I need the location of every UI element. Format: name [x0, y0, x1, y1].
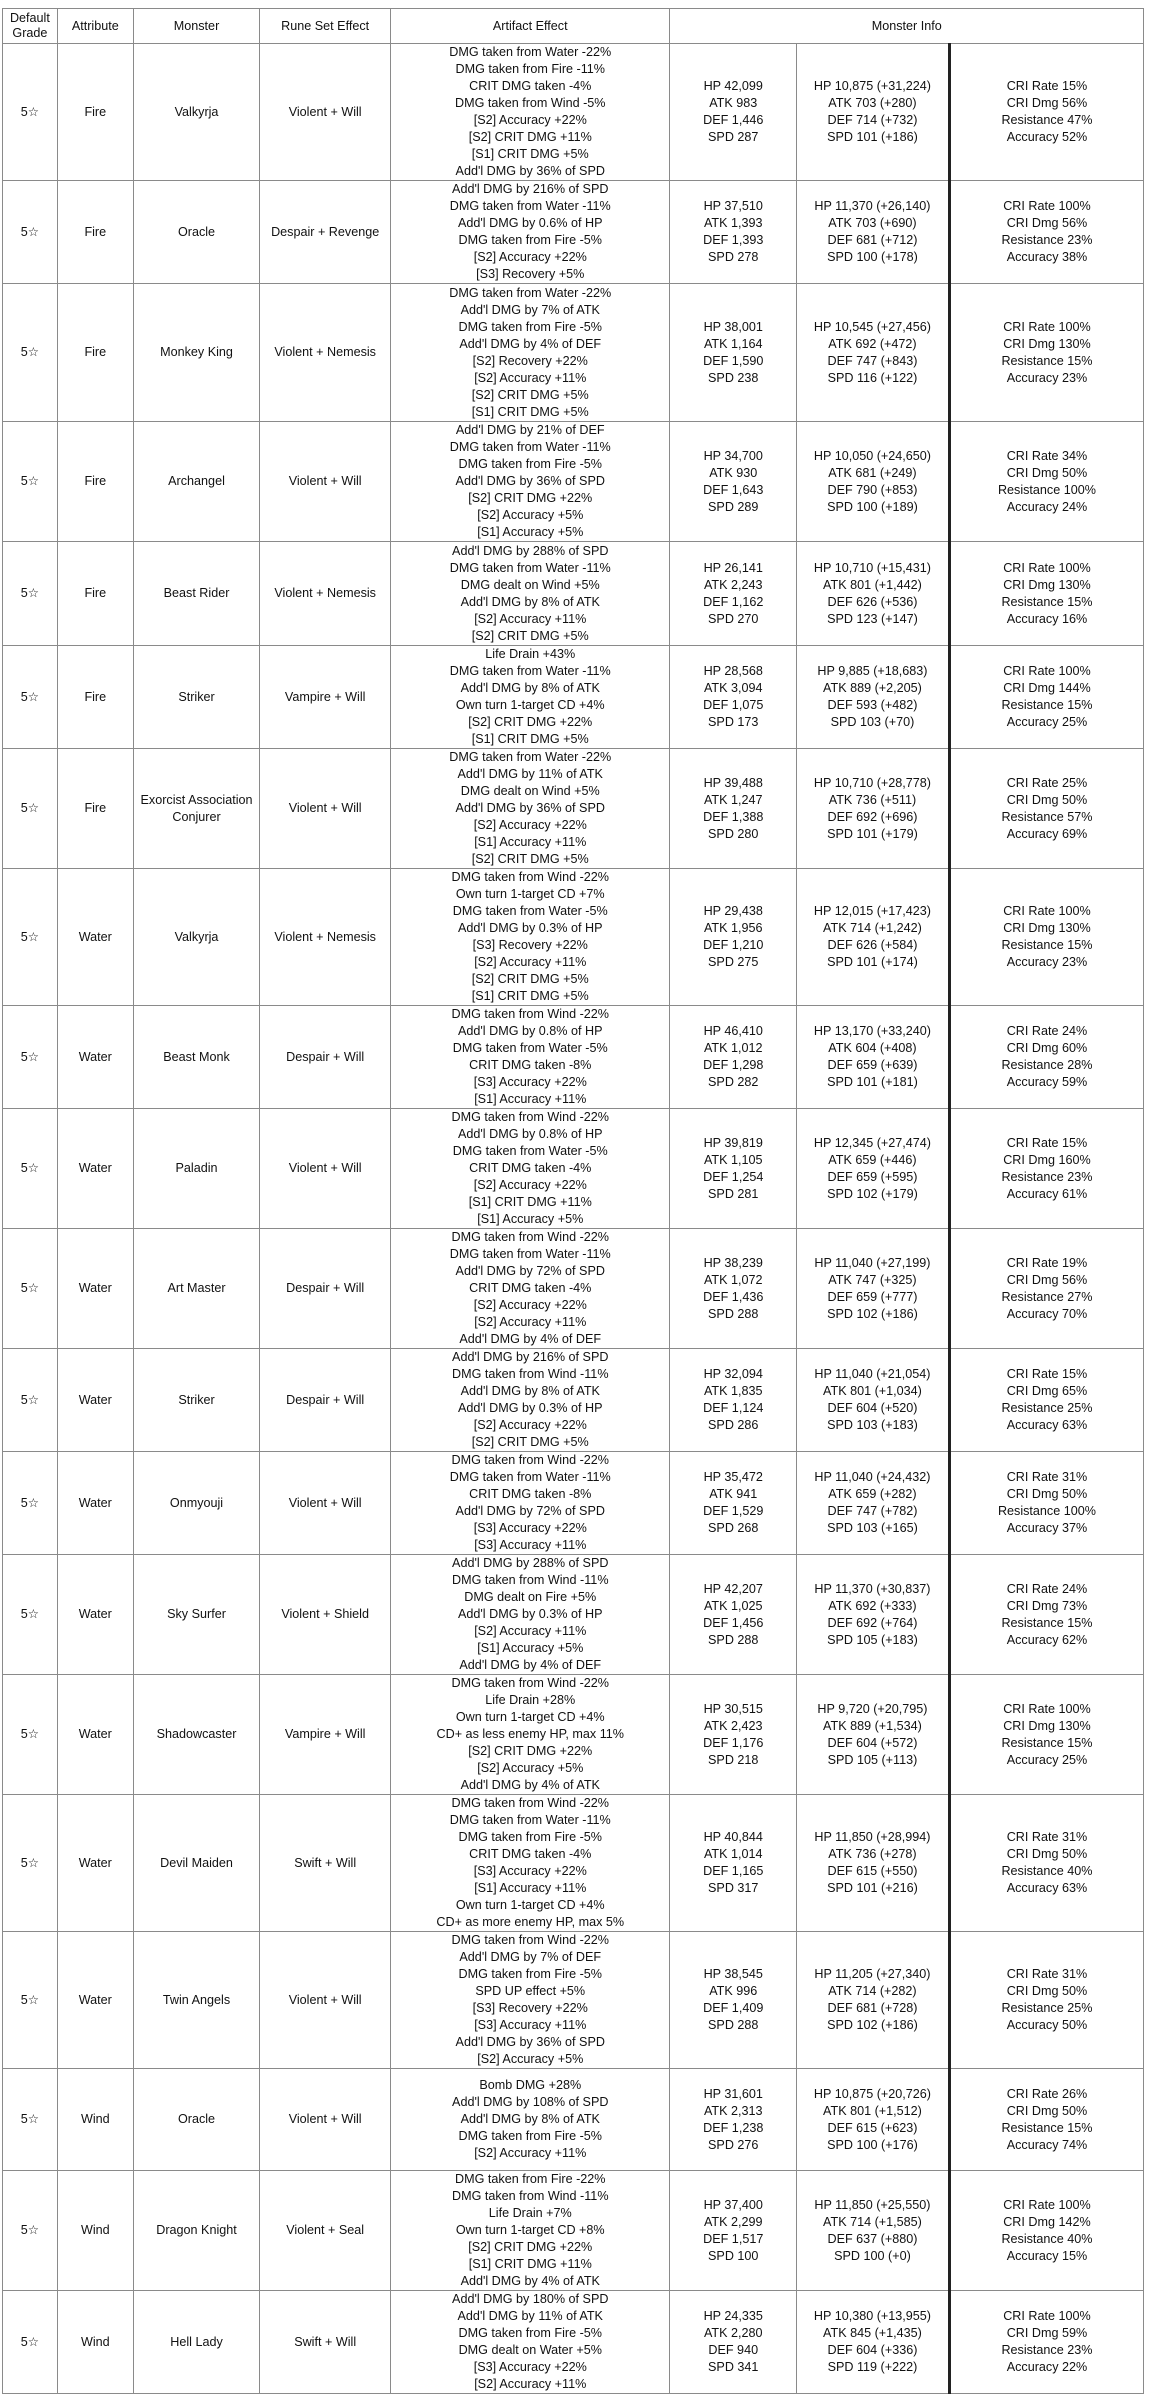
table-row [3, 1932, 1144, 2069]
cell-grade: 5☆ [3, 181, 58, 284]
cell-rune-set: Despair + Will [260, 1349, 391, 1452]
table-row [3, 2171, 1144, 2291]
cell-monster: Sky Surfer [133, 1555, 260, 1675]
cell-grade: 5☆ [3, 44, 58, 181]
cell-substats: CRI Rate 100% CRI Dmg 142% Resistance 40% Accuracy 15% [949, 2171, 1143, 2291]
header-grade: Default Grade [3, 9, 58, 44]
cell-artifact-effect: DMG taken from Wind -22% DMG taken from Water -11% CRIT DMG taken -8% Add'l DMG by 72% of SPD [S3] Accuracy +22% [S3] Accuracy +11% [391, 1452, 670, 1555]
header-row [3, 9, 1144, 44]
table-row [3, 181, 1144, 284]
cell-substats: CRI Rate 100% CRI Dmg 56% Resistance 23% Accuracy 38% [949, 181, 1143, 284]
cell-attribute: Water [57, 1006, 133, 1109]
cell-substats: CRI Rate 15% CRI Dmg 65% Resistance 25% Accuracy 63% [949, 1349, 1143, 1452]
cell-substats: CRI Rate 100% CRI Dmg 130% Resistance 15% Accuracy 23% [949, 284, 1143, 422]
cell-monster: Striker [133, 1349, 260, 1452]
cell-attribute: Fire [57, 422, 133, 542]
cell-rune-set: Swift + Will [260, 1795, 391, 1932]
cell-grade: 5☆ [3, 542, 58, 646]
cell-attribute: Fire [57, 44, 133, 181]
cell-substats: CRI Rate 26% CRI Dmg 50% Resistance 15% Accuracy 74% [949, 2069, 1143, 2171]
cell-rune-set: Violent + Will [260, 1932, 391, 2069]
cell-rune-set: Violent + Will [260, 422, 391, 542]
cell-grade: 5☆ [3, 1006, 58, 1109]
cell-base-stats: HP 46,410 ATK 1,012 DEF 1,298 SPD 282 [670, 1006, 797, 1109]
table-row [3, 1006, 1144, 1109]
cell-artifact-effect: Add'l DMG by 216% of SPD DMG taken from Water -11% Add'l DMG by 0.6% of HP DMG taken from Fire -5% [S2] Accuracy +22% [S3] Recovery +5% [391, 181, 670, 284]
cell-grade: 5☆ [3, 1555, 58, 1675]
cell-substats: CRI Rate 31% CRI Dmg 50% Resistance 25% Accuracy 50% [949, 1932, 1143, 2069]
cell-substats: CRI Rate 100% CRI Dmg 130% Resistance 15% Accuracy 16% [949, 542, 1143, 646]
table-row [3, 422, 1144, 542]
cell-attribute: Wind [57, 2291, 133, 2394]
table-row [3, 1109, 1144, 1229]
cell-base-stats: HP 28,568 ATK 3,094 DEF 1,075 SPD 173 [670, 646, 797, 749]
cell-base-stats: HP 30,515 ATK 2,423 DEF 1,176 SPD 218 [670, 1675, 797, 1795]
cell-rune-set: Violent + Shield [260, 1555, 391, 1675]
cell-total-stats: HP 11,370 (+26,140) ATK 703 (+690) DEF 681 (+712) SPD 100 (+178) [797, 181, 950, 284]
cell-artifact-effect: DMG taken from Water -22% Add'l DMG by 11% of ATK DMG dealt on Wind +5% Add'l DMG by 36% of SPD [S2] Accuracy +22% [S1] Accuracy +11% [S2] CRIT DMG +5% [391, 749, 670, 869]
cell-artifact-effect: Life Drain +43% DMG taken from Water -11% Add'l DMG by 8% of ATK Own turn 1-target CD +4% [S2] CRIT DMG +22% [S1] CRIT DMG +5% [391, 646, 670, 749]
table-row [3, 869, 1144, 1006]
cell-monster: Dragon Knight [133, 2171, 260, 2291]
cell-total-stats: HP 11,040 (+24,432) ATK 659 (+282) DEF 747 (+782) SPD 103 (+165) [797, 1452, 950, 1555]
cell-grade: 5☆ [3, 1229, 58, 1349]
cell-monster: Archangel [133, 422, 260, 542]
cell-attribute: Water [57, 1555, 133, 1675]
cell-rune-set: Despair + Revenge [260, 181, 391, 284]
header-attribute: Attribute [57, 9, 133, 44]
cell-grade: 5☆ [3, 2291, 58, 2394]
table-row [3, 2069, 1144, 2171]
cell-grade: 5☆ [3, 2171, 58, 2291]
cell-monster: Shadowcaster [133, 1675, 260, 1795]
cell-rune-set: Violent + Nemesis [260, 284, 391, 422]
cell-monster: Exorcist Association Conjurer [133, 749, 260, 869]
cell-rune-set: Violent + Will [260, 1109, 391, 1229]
cell-attribute: Water [57, 869, 133, 1006]
table-row [3, 1452, 1144, 1555]
cell-base-stats: HP 39,488 ATK 1,247 DEF 1,388 SPD 280 [670, 749, 797, 869]
cell-monster: Onmyouji [133, 1452, 260, 1555]
cell-substats: CRI Rate 24% CRI Dmg 60% Resistance 28% Accuracy 59% [949, 1006, 1143, 1109]
cell-base-stats: HP 34,700 ATK 930 DEF 1,643 SPD 289 [670, 422, 797, 542]
cell-base-stats: HP 31,601 ATK 2,313 DEF 1,238 SPD 276 [670, 2069, 797, 2171]
cell-total-stats: HP 10,875 (+20,726) ATK 801 (+1,512) DEF 615 (+623) SPD 100 (+176) [797, 2069, 950, 2171]
cell-attribute: Water [57, 1229, 133, 1349]
table-row [3, 1229, 1144, 1349]
cell-attribute: Wind [57, 2069, 133, 2171]
cell-monster: Beast Rider [133, 542, 260, 646]
cell-monster: Valkyrja [133, 44, 260, 181]
table-row [3, 542, 1144, 646]
cell-base-stats: HP 38,545 ATK 996 DEF 1,409 SPD 288 [670, 1932, 797, 2069]
header-rune-set: Rune Set Effect [260, 9, 391, 44]
cell-substats: CRI Rate 31% CRI Dmg 50% Resistance 100% Accuracy 37% [949, 1452, 1143, 1555]
cell-attribute: Water [57, 1452, 133, 1555]
cell-substats: CRI Rate 15% CRI Dmg 56% Resistance 47% Accuracy 52% [949, 44, 1143, 181]
cell-base-stats: HP 29,438 ATK 1,956 DEF 1,210 SPD 275 [670, 869, 797, 1006]
cell-base-stats: HP 35,472 ATK 941 DEF 1,529 SPD 268 [670, 1452, 797, 1555]
header-artifact: Artifact Effect [391, 9, 670, 44]
cell-artifact-effect: DMG taken from Wind -22% Add'l DMG by 7% of DEF DMG taken from Fire -5% SPD UP effect +5% [S3] Recovery +22% [S3] Accuracy +11% Add'l DMG by 36% of SPD [S2] Accuracy +5% [391, 1932, 670, 2069]
cell-substats: CRI Rate 15% CRI Dmg 160% Resistance 23% Accuracy 61% [949, 1109, 1143, 1229]
table-row [3, 284, 1144, 422]
cell-total-stats: HP 10,545 (+27,456) ATK 692 (+472) DEF 747 (+843) SPD 116 (+122) [797, 284, 950, 422]
table-row [3, 1555, 1144, 1675]
cell-grade: 5☆ [3, 2069, 58, 2171]
cell-total-stats: HP 9,885 (+18,683) ATK 889 (+2,205) DEF 593 (+482) SPD 103 (+70) [797, 646, 950, 749]
cell-base-stats: HP 38,001 ATK 1,164 DEF 1,590 SPD 238 [670, 284, 797, 422]
cell-rune-set: Violent + Will [260, 2069, 391, 2171]
cell-monster: Paladin [133, 1109, 260, 1229]
cell-artifact-effect: DMG taken from Water -22% Add'l DMG by 7% of ATK DMG taken from Fire -5% Add'l DMG by 4% of DEF [S2] Recovery +22% [S2] Accuracy +11% [S2] CRIT DMG +5% [S1] CRIT DMG +5% [391, 284, 670, 422]
header-monster-info: Monster Info [670, 9, 1144, 44]
cell-artifact-effect: DMG taken from Wind -22% Add'l DMG by 0.8% of HP DMG taken from Water -5% CRIT DMG taken -4% [S2] Accuracy +22% [S1] CRIT DMG +11% [S1] Accuracy +5% [391, 1109, 670, 1229]
cell-attribute: Fire [57, 749, 133, 869]
cell-attribute: Water [57, 1109, 133, 1229]
cell-rune-set: Vampire + Will [260, 1675, 391, 1795]
cell-artifact-effect: DMG taken from Water -22% DMG taken from Fire -11% CRIT DMG taken -4% DMG taken from Wind -5% [S2] Accuracy +22% [S2] CRIT DMG +11% [S1] CRIT DMG +5% Add'l DMG by 36% of SPD [391, 44, 670, 181]
cell-monster: Twin Angels [133, 1932, 260, 2069]
cell-total-stats: HP 10,710 (+15,431) ATK 801 (+1,442) DEF 626 (+536) SPD 123 (+147) [797, 542, 950, 646]
cell-artifact-effect: Add'l DMG by 288% of SPD DMG taken from Water -11% DMG dealt on Wind +5% Add'l DMG by 8% of ATK [S2] Accuracy +11% [S2] CRIT DMG +5% [391, 542, 670, 646]
cell-monster: Striker [133, 646, 260, 749]
cell-artifact-effect: Add'l DMG by 288% of SPD DMG taken from Wind -11% DMG dealt on Fire +5% Add'l DMG by 0.3% of HP [S2] Accuracy +11% [S1] Accuracy +5% Add'l DMG by 4% of DEF [391, 1555, 670, 1675]
cell-attribute: Water [57, 1675, 133, 1795]
cell-substats: CRI Rate 100% CRI Dmg 130% Resistance 15% Accuracy 25% [949, 1675, 1143, 1795]
cell-attribute: Wind [57, 2171, 133, 2291]
cell-grade: 5☆ [3, 646, 58, 749]
cell-monster: Monkey King [133, 284, 260, 422]
cell-base-stats: HP 42,099 ATK 983 DEF 1,446 SPD 287 [670, 44, 797, 181]
cell-base-stats: HP 39,819 ATK 1,105 DEF 1,254 SPD 281 [670, 1109, 797, 1229]
cell-monster: Valkyrja [133, 869, 260, 1006]
cell-total-stats: HP 12,015 (+17,423) ATK 714 (+1,242) DEF 626 (+584) SPD 101 (+174) [797, 869, 950, 1006]
cell-base-stats: HP 37,510 ATK 1,393 DEF 1,393 SPD 278 [670, 181, 797, 284]
cell-grade: 5☆ [3, 749, 58, 869]
cell-substats: CRI Rate 100% CRI Dmg 130% Resistance 15% Accuracy 23% [949, 869, 1143, 1006]
cell-substats: CRI Rate 100% CRI Dmg 59% Resistance 23% Accuracy 22% [949, 2291, 1143, 2394]
cell-attribute: Fire [57, 284, 133, 422]
cell-base-stats: HP 26,141 ATK 2,243 DEF 1,162 SPD 270 [670, 542, 797, 646]
cell-artifact-effect: DMG taken from Wind -22% Add'l DMG by 0.8% of HP DMG taken from Water -5% CRIT DMG taken -8% [S3] Accuracy +22% [S1] Accuracy +11% [391, 1006, 670, 1109]
cell-base-stats: HP 40,844 ATK 1,014 DEF 1,165 SPD 317 [670, 1795, 797, 1932]
cell-grade: 5☆ [3, 869, 58, 1006]
cell-total-stats: HP 11,205 (+27,340) ATK 714 (+282) DEF 681 (+728) SPD 102 (+186) [797, 1932, 950, 2069]
cell-monster: Oracle [133, 181, 260, 284]
cell-rune-set: Vampire + Will [260, 646, 391, 749]
cell-total-stats: HP 10,380 (+13,955) ATK 845 (+1,435) DEF 604 (+336) SPD 119 (+222) [797, 2291, 950, 2394]
monster-table [2, 8, 1144, 2394]
cell-grade: 5☆ [3, 284, 58, 422]
cell-total-stats: HP 11,040 (+27,199) ATK 747 (+325) DEF 659 (+777) SPD 102 (+186) [797, 1229, 950, 1349]
cell-total-stats: HP 10,050 (+24,650) ATK 681 (+249) DEF 790 (+853) SPD 100 (+189) [797, 422, 950, 542]
cell-rune-set: Violent + Nemesis [260, 869, 391, 1006]
cell-rune-set: Violent + Will [260, 44, 391, 181]
cell-substats: CRI Rate 31% CRI Dmg 50% Resistance 40% Accuracy 63% [949, 1795, 1143, 1932]
cell-artifact-effect: Bomb DMG +28% Add'l DMG by 108% of SPD Add'l DMG by 8% of ATK DMG taken from Fire -5% [S2] Accuracy +11% [391, 2069, 670, 2171]
table-row [3, 1795, 1144, 1932]
cell-artifact-effect: Add'l DMG by 216% of SPD DMG taken from Wind -11% Add'l DMG by 8% of ATK Add'l DMG by 0.3% of HP [S2] Accuracy +22% [S2] CRIT DMG +5% [391, 1349, 670, 1452]
cell-total-stats: HP 11,040 (+21,054) ATK 801 (+1,034) DEF 604 (+520) SPD 103 (+183) [797, 1349, 950, 1452]
cell-artifact-effect: DMG taken from Wind -22% DMG taken from Water -11% Add'l DMG by 72% of SPD CRIT DMG taken -4% [S2] Accuracy +22% [S2] Accuracy +11% Add'l DMG by 4% of DEF [391, 1229, 670, 1349]
cell-substats: CRI Rate 24% CRI Dmg 73% Resistance 15% Accuracy 62% [949, 1555, 1143, 1675]
cell-total-stats: HP 13,170 (+33,240) ATK 604 (+408) DEF 659 (+639) SPD 101 (+181) [797, 1006, 950, 1109]
cell-total-stats: HP 10,710 (+28,778) ATK 736 (+511) DEF 692 (+696) SPD 101 (+179) [797, 749, 950, 869]
cell-rune-set: Violent + Will [260, 749, 391, 869]
cell-attribute: Water [57, 1349, 133, 1452]
cell-substats: CRI Rate 34% CRI Dmg 50% Resistance 100% Accuracy 24% [949, 422, 1143, 542]
cell-substats: CRI Rate 100% CRI Dmg 144% Resistance 15% Accuracy 25% [949, 646, 1143, 749]
cell-rune-set: Swift + Will [260, 2291, 391, 2394]
table-row [3, 2291, 1144, 2394]
cell-artifact-effect: DMG taken from Wind -22% Life Drain +28% Own turn 1-target CD +4% CD+ as less enemy HP, max 11% [S2] CRIT DMG +22% [S2] Accuracy +5% Add'l DMG by 4% of ATK [391, 1675, 670, 1795]
cell-base-stats: HP 42,207 ATK 1,025 DEF 1,456 SPD 288 [670, 1555, 797, 1675]
cell-monster: Oracle [133, 2069, 260, 2171]
cell-grade: 5☆ [3, 1452, 58, 1555]
cell-attribute: Water [57, 1795, 133, 1932]
cell-grade: 5☆ [3, 1109, 58, 1229]
cell-total-stats: HP 9,720 (+20,795) ATK 889 (+1,534) DEF 604 (+572) SPD 105 (+113) [797, 1675, 950, 1795]
cell-rune-set: Despair + Will [260, 1006, 391, 1109]
header-monster: Monster [133, 9, 260, 44]
table-row [3, 1349, 1144, 1452]
cell-grade: 5☆ [3, 1349, 58, 1452]
cell-attribute: Fire [57, 542, 133, 646]
cell-artifact-effect: Add'l DMG by 180% of SPD Add'l DMG by 11% of ATK DMG taken from Fire -5% DMG dealt on Water +5% [S3] Accuracy +22% [S2] Accuracy +11% [391, 2291, 670, 2394]
cell-total-stats: HP 11,850 (+25,550) ATK 714 (+1,585) DEF 637 (+880) SPD 100 (+0) [797, 2171, 950, 2291]
cell-base-stats: HP 37,400 ATK 2,299 DEF 1,517 SPD 100 [670, 2171, 797, 2291]
cell-total-stats: HP 10,875 (+31,224) ATK 703 (+280) DEF 714 (+732) SPD 101 (+186) [797, 44, 950, 181]
table-row [3, 646, 1144, 749]
cell-total-stats: HP 11,850 (+28,994) ATK 736 (+278) DEF 615 (+550) SPD 101 (+216) [797, 1795, 950, 1932]
cell-substats: CRI Rate 25% CRI Dmg 50% Resistance 57% Accuracy 69% [949, 749, 1143, 869]
cell-attribute: Water [57, 1932, 133, 2069]
cell-rune-set: Violent + Will [260, 1452, 391, 1555]
cell-artifact-effect: Add'l DMG by 21% of DEF DMG taken from Water -11% DMG taken from Fire -5% Add'l DMG by 36% of SPD [S2] CRIT DMG +22% [S2] Accuracy +5% [S1] Accuracy +5% [391, 422, 670, 542]
cell-base-stats: HP 32,094 ATK 1,835 DEF 1,124 SPD 286 [670, 1349, 797, 1452]
cell-attribute: Fire [57, 181, 133, 284]
cell-attribute: Fire [57, 646, 133, 749]
cell-artifact-effect: DMG taken from Wind -22% Own turn 1-target CD +7% DMG taken from Water -5% Add'l DMG by 0.3% of HP [S3] Recovery +22% [S2] Accuracy +11% [S2] CRIT DMG +5% [S1] CRIT DMG +5% [391, 869, 670, 1006]
cell-grade: 5☆ [3, 1932, 58, 2069]
cell-grade: 5☆ [3, 1795, 58, 1932]
cell-substats: CRI Rate 19% CRI Dmg 56% Resistance 27% Accuracy 70% [949, 1229, 1143, 1349]
cell-base-stats: HP 38,239 ATK 1,072 DEF 1,436 SPD 288 [670, 1229, 797, 1349]
cell-rune-set: Violent + Seal [260, 2171, 391, 2291]
cell-monster: Beast Monk [133, 1006, 260, 1109]
cell-rune-set: Despair + Will [260, 1229, 391, 1349]
cell-grade: 5☆ [3, 1675, 58, 1795]
cell-total-stats: HP 11,370 (+30,837) ATK 692 (+333) DEF 692 (+764) SPD 105 (+183) [797, 1555, 950, 1675]
cell-monster: Devil Maiden [133, 1795, 260, 1932]
cell-base-stats: HP 24,335 ATK 2,280 DEF 940 SPD 341 [670, 2291, 797, 2394]
table-row [3, 1675, 1144, 1795]
cell-artifact-effect: DMG taken from Wind -22% DMG taken from Water -11% DMG taken from Fire -5% CRIT DMG taken -4% [S3] Accuracy +22% [S1] Accuracy +11% Own turn 1-target CD +4% CD+ as more enemy HP, max 5% [391, 1795, 670, 1932]
table-row [3, 749, 1144, 869]
cell-total-stats: HP 12,345 (+27,474) ATK 659 (+446) DEF 659 (+595) SPD 102 (+179) [797, 1109, 950, 1229]
cell-monster: Hell Lady [133, 2291, 260, 2394]
cell-grade: 5☆ [3, 422, 58, 542]
cell-monster: Art Master [133, 1229, 260, 1349]
cell-artifact-effect: DMG taken from Fire -22% DMG taken from Wind -11% Life Drain +7% Own turn 1-target CD +8% [S2] CRIT DMG +22% [S1] CRIT DMG +11% Add'l DMG by 4% of ATK [391, 2171, 670, 2291]
cell-rune-set: Violent + Nemesis [260, 542, 391, 646]
table-row [3, 44, 1144, 181]
